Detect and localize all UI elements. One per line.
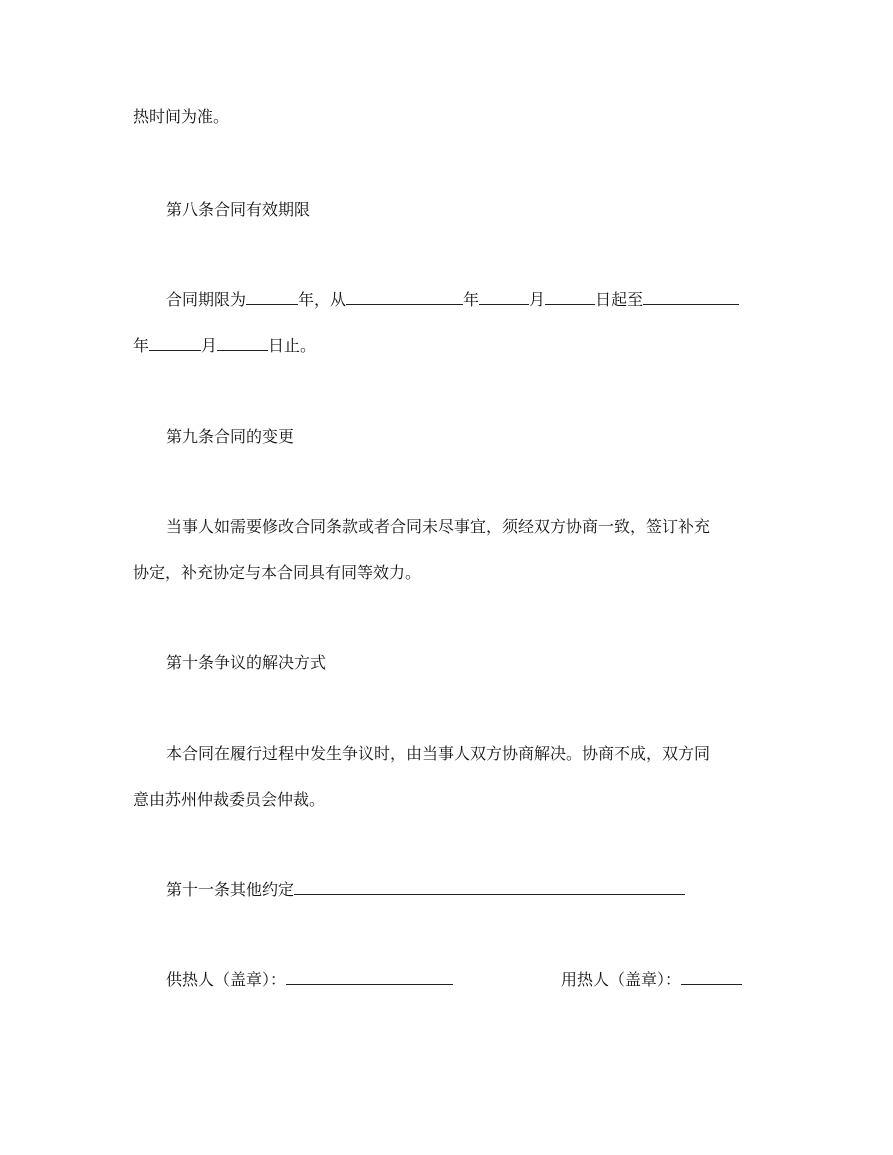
end-year: 年 bbox=[133, 336, 150, 355]
paragraph-line: 热时间为准。 bbox=[133, 107, 230, 126]
term-prefix: 合同期限为 bbox=[166, 290, 247, 309]
term-start-to: 日起至 bbox=[595, 290, 644, 309]
article-8-line-2 bbox=[133, 335, 316, 357]
term-month: 月 bbox=[529, 290, 546, 309]
blank-start-day bbox=[545, 289, 595, 305]
article-10-line-2: 意由苏州仲裁委员会仲裁。 bbox=[133, 790, 326, 809]
blank-years bbox=[246, 289, 298, 305]
user-label: 用热人（盖章）： bbox=[561, 970, 682, 989]
article-11-line bbox=[166, 879, 685, 901]
article-9-line-1: 当事人如需要修改合同条款或者合同未尽事宜，须经双方协商一致，签订补充 bbox=[166, 517, 711, 536]
article-8-line-1 bbox=[166, 289, 739, 311]
blank-start-month bbox=[479, 289, 529, 305]
blank-end-year bbox=[643, 289, 739, 305]
article-9-title: 第九条合同的变更 bbox=[166, 427, 295, 446]
supplier-signature bbox=[166, 969, 453, 991]
term-year: 年 bbox=[463, 290, 480, 309]
article-10-line-1: 本合同在履行过程中发生争议时，由当事人双方协商解决。协商不成，双方同 bbox=[166, 744, 711, 763]
blank-supplier-seal bbox=[286, 969, 453, 985]
blank-end-month bbox=[149, 335, 201, 351]
article-10-title: 第十条争议的解决方式 bbox=[166, 653, 327, 672]
end-month: 月 bbox=[201, 336, 218, 355]
user-signature bbox=[561, 969, 742, 991]
end-day: 日止。 bbox=[268, 336, 317, 355]
supplier-label: 供热人（盖章）： bbox=[166, 970, 287, 989]
blank-other-terms bbox=[294, 879, 685, 895]
term-from: 年，从 bbox=[298, 290, 347, 309]
article-9-line-2: 协定，补充协定与本合同具有同等效力。 bbox=[133, 563, 422, 582]
article-8-title: 第八条合同有效期限 bbox=[166, 200, 311, 219]
blank-end-day bbox=[217, 335, 268, 351]
blank-start-year bbox=[346, 289, 463, 305]
blank-user-seal bbox=[681, 969, 742, 985]
article-11-title: 第十一条其他约定 bbox=[166, 880, 295, 899]
